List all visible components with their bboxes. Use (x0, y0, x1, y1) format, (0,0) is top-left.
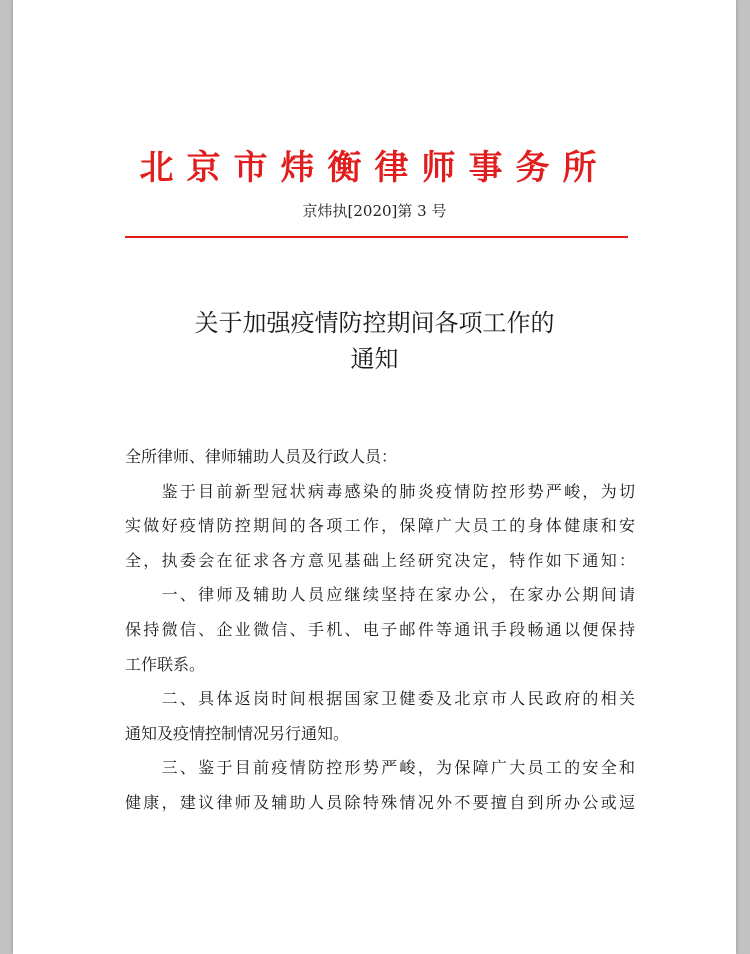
body-line: 一、律师及辅助人员应继续坚持在家办公，在家办公期间请 (125, 585, 635, 605)
red-divider-line (125, 236, 628, 238)
body-line: 健康，建议律师及辅助人员除特殊情况外不要擅自到所办公或逗 (125, 792, 635, 812)
document-number: 京炜执[2020]第 3 号 (302, 202, 447, 220)
organization-header: 北京市炜衡律师事务所 (139, 148, 610, 188)
body-line: 实做好疫情防控期间的各项工作，保障广大员工的身体健康和安 (125, 516, 635, 536)
body-line: 三、鉴于目前疫情防控形势严峻，为保障广大员工的安全和 (125, 758, 635, 778)
body-line: 二、具体返岗时间根据国家卫健委及北京市人民政府的相关 (125, 689, 635, 709)
document-title-line: 关于加强疫情防控期间各项工作的 (194, 309, 555, 337)
body-line: 通知及疫情控制情况另行通知。 (125, 723, 350, 743)
body-line: 保持微信、企业微信、手机、电子邮件等通讯手段畅通以便保持 (125, 619, 635, 639)
body-line: 工作联系。 (125, 654, 206, 674)
body-line: 全，执委会在征求各方意见基础上经研究决定，特作如下通知： (125, 550, 635, 570)
salutation-line: 全所律师、律师辅助人员及行政人员： (125, 447, 398, 466)
document-title (13, 305, 736, 377)
document-body (125, 440, 635, 821)
document-title-line: 通知 (350, 345, 399, 373)
document-page (13, 0, 736, 954)
body-line: 鉴于目前新型冠状病毒感染的肺炎疫情防控形势严峻，为切 (125, 481, 635, 501)
